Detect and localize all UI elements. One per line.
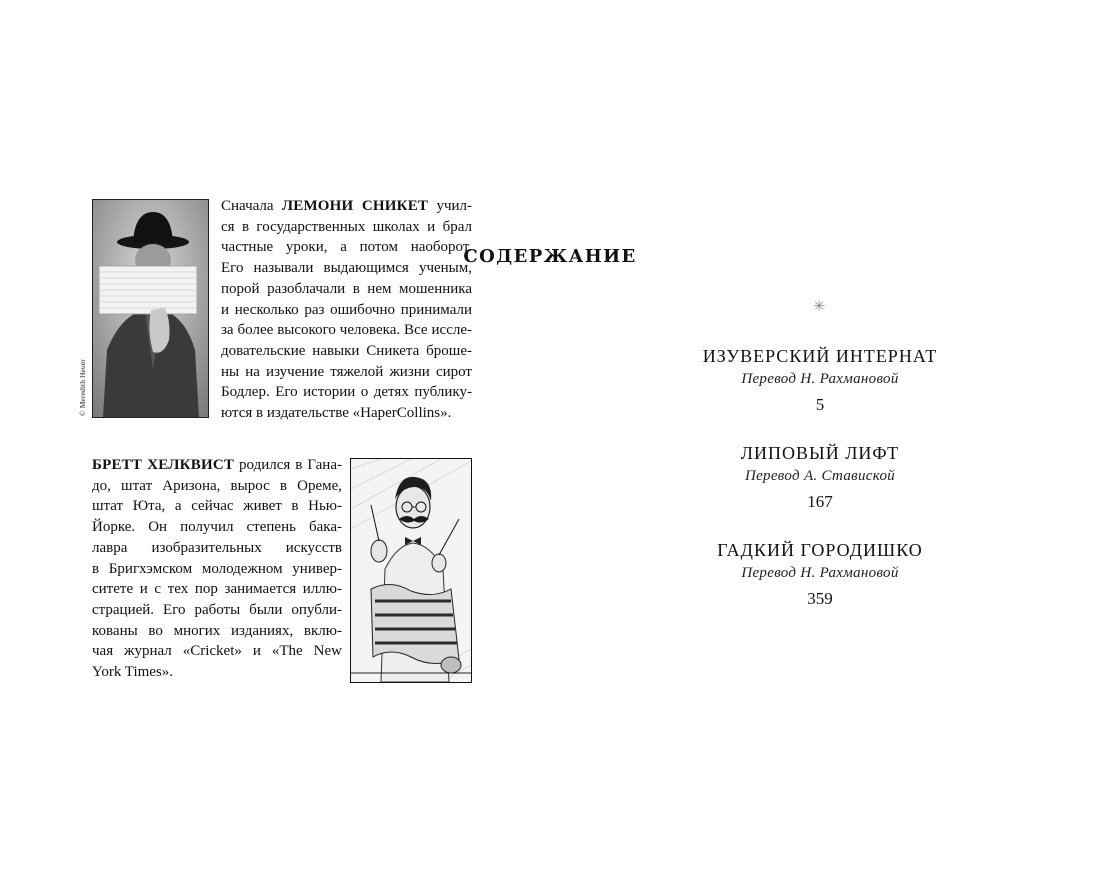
- toc-entry-translator: Перевод А. Ставиской: [744, 468, 896, 484]
- photo-credit: © Meredith Heuer: [78, 359, 87, 416]
- illustrator-bio-line: в Бригхэмском молодежном универ-: [92, 560, 342, 577]
- illustrator-bio-line: York Times».: [92, 664, 174, 681]
- toc-entry-page: 5: [815, 395, 825, 414]
- author-name: ЛЕМОНИ СНИКЕТ: [281, 198, 429, 214]
- illustrator-name: БРЕТТ ХЕЛКВИСТ: [92, 457, 235, 473]
- author-bio-line: Бодлер. Его истории о детях публику-: [221, 384, 472, 401]
- toc-entry-title: ИЗУВЕРСКИЙ ИНТЕРНАТ: [702, 346, 938, 366]
- author-bio-line: порой разоблачали в нем мошенника: [221, 280, 472, 297]
- toc-entry-translator: Перевод Н. Рахмановой: [741, 371, 899, 387]
- contents-title: СОДЕРЖАНИЕ: [463, 246, 637, 267]
- toc-entry[interactable]: [660, 442, 980, 513]
- toc-entry[interactable]: [660, 539, 980, 610]
- toc-entry-translator: Перевод Н. Рахмановой: [741, 565, 899, 581]
- illustrator-bio-line: штат Юта, а сейчас живет в Нью-: [92, 498, 342, 515]
- author-bio-line: довательские навыки Сникета брошe-: [221, 342, 472, 359]
- author-bio-line: Его называли выдающимся ученым,: [221, 260, 472, 277]
- illustrator-portrait-image: [351, 459, 471, 682]
- toc-entry-title: ЛИПОВЫЙ ЛИФТ: [740, 443, 900, 463]
- illustrator-bio: [92, 455, 342, 683]
- author-photo: [92, 199, 209, 418]
- asterisk-ornament-icon: ✳: [812, 297, 826, 315]
- author-bio-line: ются в издательстве «HaperCollins».: [221, 405, 452, 422]
- author-bio-line: и несколько раз ошибочно принимали: [221, 301, 472, 318]
- illustrator-bio-line: ситете и с тех пор занимается иллю-: [92, 581, 342, 598]
- toc-entry-title: ГАДКИЙ ГОРОДИШКО: [717, 540, 923, 560]
- author-bio-line: частные уроки, а потом наоборот.: [221, 239, 472, 256]
- illustrator-bio-line: БРЕТТ ХЕЛКВИСТ родился в Гана-: [92, 457, 342, 473]
- right-page: [550, 0, 1100, 873]
- author-bio-line: ны на изучение тяжелой жизни сирот: [221, 363, 472, 380]
- toc-entry-page: 359: [807, 589, 833, 608]
- illustrator-bio-line: Йорке. Он получил степень бака-: [92, 519, 342, 536]
- author-bio-line: за более высокого человека. Все иссле-: [221, 322, 472, 339]
- author-bio: [221, 196, 472, 424]
- toc-entry-page: 167: [807, 492, 833, 511]
- author-photo-image: [93, 200, 208, 417]
- author-bio-line: ся в государственных школах и брал: [221, 218, 472, 235]
- illustrator-bio-line: лавра изобразительных искусств: [92, 539, 342, 556]
- illustrator-bio-line: до, штат Аризона, вырос в Ореме,: [92, 477, 342, 494]
- illustrator-bio-line: страцией. Его работы были опубли-: [92, 601, 342, 618]
- toc-entry[interactable]: [660, 345, 980, 416]
- illustrator-bio-line: кованы во многих изданиях, вклю-: [92, 622, 342, 639]
- illustrator-bio-line: чая журнал «Cricket» и «The New: [92, 643, 342, 660]
- illustrator-portrait: [350, 458, 472, 683]
- author-bio-line: Сначала ЛЕМОНИ СНИКЕТ учил-: [221, 198, 472, 214]
